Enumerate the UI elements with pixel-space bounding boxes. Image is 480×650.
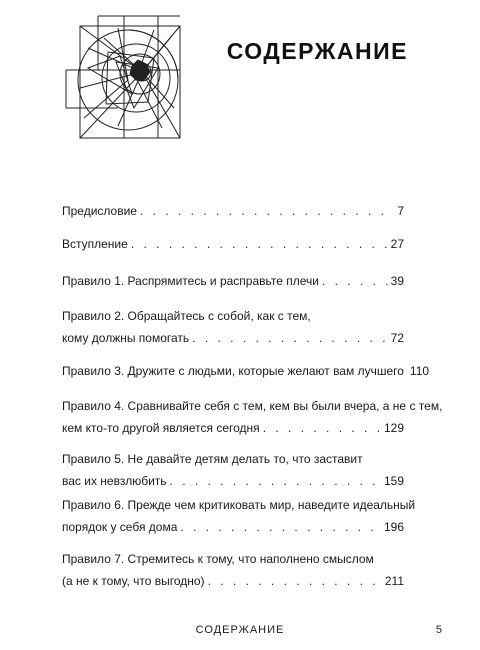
toc-entry-rule-2[interactable] <box>62 309 404 346</box>
toc-entry-title: Правило 1. Распрямитесь и расправьте плечи <box>62 274 319 288</box>
toc-entry-preface[interactable] <box>62 204 404 219</box>
running-footer-title: СОДЕРЖАНИЕ <box>195 624 285 636</box>
toc-entry-title: Предисловие <box>62 204 137 218</box>
dot-leader <box>192 331 387 346</box>
dot-leader <box>140 204 394 219</box>
toc-page-number: 129 <box>383 421 404 435</box>
toc-page-number: 211 <box>384 574 404 588</box>
toc-page-number: 196 <box>383 520 404 534</box>
dot-leader <box>131 237 388 252</box>
toc-entry-title: Правило 3. Дружите с людьми, которые желают вам лучшего <box>62 364 404 378</box>
dot-leader <box>208 574 382 589</box>
toc-entry-title-cont: (а не к тому, что выгодно) <box>62 574 205 588</box>
toc-entry-rule-3[interactable] <box>62 364 430 379</box>
toc-page-number: 159 <box>383 474 404 488</box>
toc-entry-rule-5[interactable] <box>62 452 404 489</box>
page-title: СОДЕРЖАНИЕ <box>226 38 408 64</box>
dot-leader <box>322 274 388 289</box>
toc-entry-rule-1[interactable] <box>62 274 404 289</box>
toc-page-number: 39 <box>390 274 404 288</box>
dot-leader <box>180 520 381 535</box>
toc-entry-rule-7[interactable] <box>62 552 404 589</box>
toc-entry-rule-4[interactable] <box>62 399 443 436</box>
toc-entry-title-cont: кем кто-то другой является сегодня <box>62 421 260 435</box>
toc-entry-introduction[interactable] <box>62 237 404 252</box>
toc-page-number: 72 <box>390 331 404 345</box>
toc-entry-title-cont: порядок у себя дома <box>62 520 178 534</box>
toc-page-number: 110 <box>409 364 430 378</box>
toc-entry-title: Вступление <box>62 237 128 251</box>
toc-entry-rule-6[interactable] <box>62 498 416 535</box>
page-number: 5 <box>435 624 442 636</box>
toc-entry-title: Правило 6. Прежде чем критиковать мир, наведите идеальный <box>62 498 416 512</box>
toc-entry-title: Правило 7. Стремитесь к тому, что наполнено смыслом <box>62 552 374 566</box>
toc-entry-title: Правило 5. Не давайте детям делать то, что заставит <box>62 452 363 466</box>
dot-leader <box>170 474 381 489</box>
toc-entry-title-cont: кому должны помогать <box>62 331 190 345</box>
toc-entry-title-cont: вас их невзлюбить <box>62 474 167 488</box>
geometric-ornament <box>58 8 188 148</box>
toc-page-number: 27 <box>390 237 404 251</box>
dot-leader <box>263 421 381 436</box>
toc-page-number: 7 <box>397 204 404 218</box>
toc-entry-title: Правило 4. Сравнивайте себя с тем, кем вы были вчера, а не с тем, <box>62 399 443 413</box>
toc-entry-title: Правило 2. Обращайтесь с собой, как с тем, <box>62 309 311 323</box>
